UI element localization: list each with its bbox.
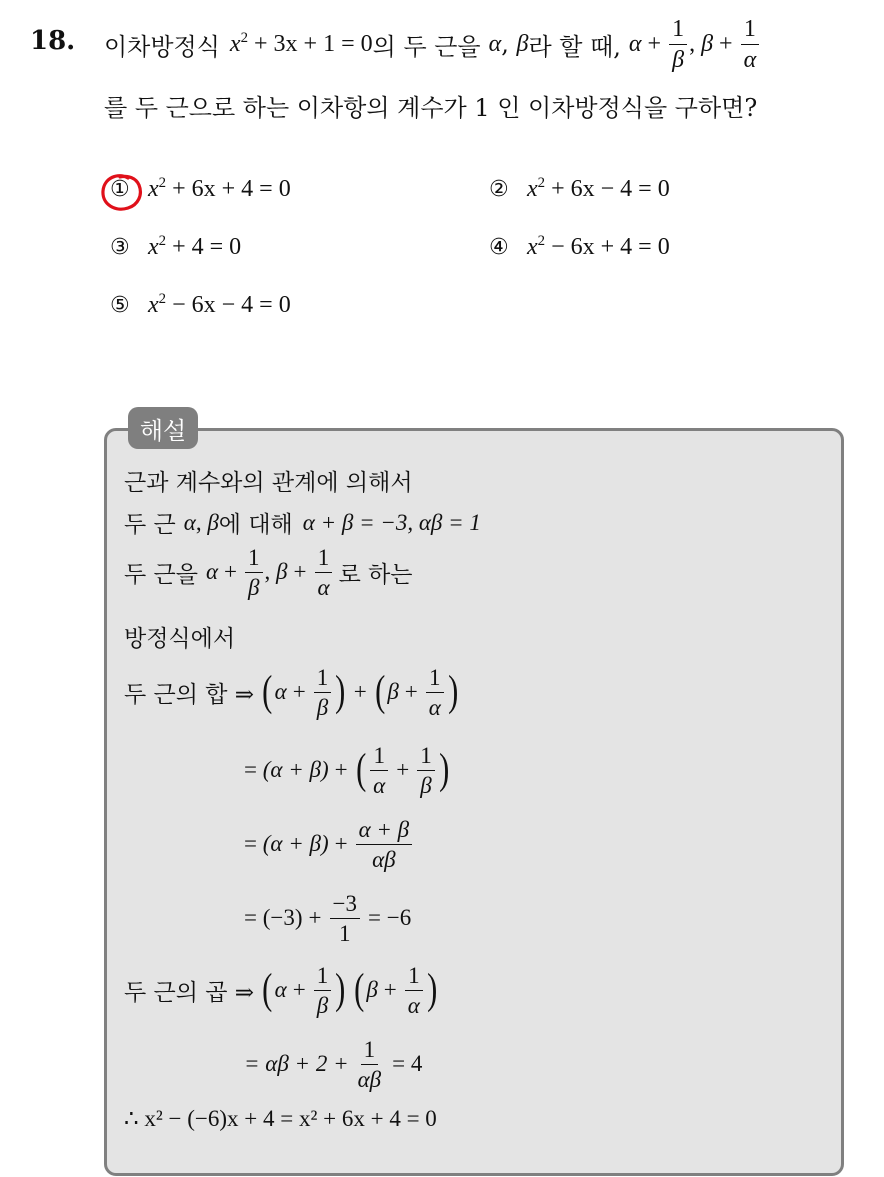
choice-number: ② bbox=[489, 177, 509, 202]
question-line-2: 를 두 근으로 하는 이차항의 계수가 1 인 이차방정식을 구하면? bbox=[104, 94, 758, 122]
solution-tab: 해설 bbox=[128, 407, 198, 449]
solution-sum-line-1: 두 근의 합 ⇒ ( α + $\frac{1}{\beta}$ ) + ( β + $\frac{1}{\alpha}$ ) bbox=[124, 664, 459, 720]
choice-3[interactable] bbox=[110, 234, 241, 261]
solution-product-line-2: = αβ + 2 + $\frac{1}{\alpha\beta}$ = 4 bbox=[244, 1036, 423, 1092]
choice-equation: $x^2 - 6x - 4 = 0$ bbox=[148, 291, 291, 318]
question-number: 18. bbox=[30, 26, 76, 56]
question-text-mid: 의 두 근을 bbox=[372, 32, 481, 61]
beta-symbol: β bbox=[701, 30, 714, 57]
solution-sum-line-2: = (α + β) + ( $\frac{1}{\alpha}$ + $\frac{1}{\beta}$ ) bbox=[244, 742, 450, 798]
question-text-pre: 이차방정식 bbox=[104, 32, 220, 61]
choice-5[interactable] bbox=[110, 292, 291, 319]
solution-final-answer: ∴ x² − (−6)x + 4 = x² + 6x + 4 = 0 bbox=[124, 1106, 437, 1131]
question-line-1: 이차방정식 $x^2 + 3x + 1 = 0$ 의 두 근을 α , β 라 할 때, α + $\frac{1}{\beta}$ , β + $\frac{1}{\alpha}$ bbox=[104, 14, 761, 74]
solution-line-3: 두 근을 α + $\frac{1}{\beta}$ , β + $\frac{1}{\alpha}$ 로 하는 bbox=[124, 544, 413, 600]
fraction-1-over-alpha: $\frac{1}{\alpha}$ bbox=[741, 17, 760, 72]
choice-number: ④ bbox=[489, 235, 509, 260]
choice-equation: $x^2 + 6x - 4 = 0$ bbox=[527, 175, 670, 202]
fraction-1-over-beta: $\frac{1}{\beta}$ bbox=[669, 17, 687, 72]
choice-1[interactable] bbox=[110, 176, 291, 203]
solution-product-line-1: 두 근의 곱 ⇒ ( α + $\frac{1}{\beta}$ ) ( β + $\frac{1}{\alpha}$ ) bbox=[124, 962, 438, 1018]
choice-equation: $x^2 + 4 = 0$ bbox=[148, 233, 242, 260]
question-equation: $x^2 + 3x + 1 = 0$ bbox=[229, 29, 373, 57]
solution-line-4: 방정식에서 bbox=[124, 626, 236, 652]
beta-symbol: β bbox=[516, 30, 529, 57]
choice-equation: $x^2 + 6x + 4 = 0$ bbox=[148, 175, 291, 202]
solution-line-1: 근과 계수와의 관계에 의해서 bbox=[124, 470, 413, 496]
choice-equation: $x^2 - 6x + 4 = 0$ bbox=[527, 233, 670, 260]
choice-4[interactable] bbox=[489, 234, 670, 261]
alpha-symbol: α bbox=[488, 30, 502, 57]
choice-number: ⑤ bbox=[110, 293, 130, 318]
solution-sum-line-3: = (α + β) + $\frac{\alpha + \beta}{\alpha\beta}$ bbox=[244, 810, 414, 878]
solution-line-2: 두 근 α , β 에 대해 α + β = −3, αβ = 1 bbox=[124, 509, 481, 538]
solution-sum-line-4: = (−3) + $\frac{-3}{1}$ = −6 bbox=[244, 890, 412, 946]
choice-number: ③ bbox=[110, 235, 130, 260]
question-text-post: 라 할 때, bbox=[528, 32, 621, 61]
choice-number: ① bbox=[110, 177, 130, 202]
alpha-symbol: α bbox=[628, 30, 642, 57]
choice-2[interactable] bbox=[489, 176, 670, 203]
